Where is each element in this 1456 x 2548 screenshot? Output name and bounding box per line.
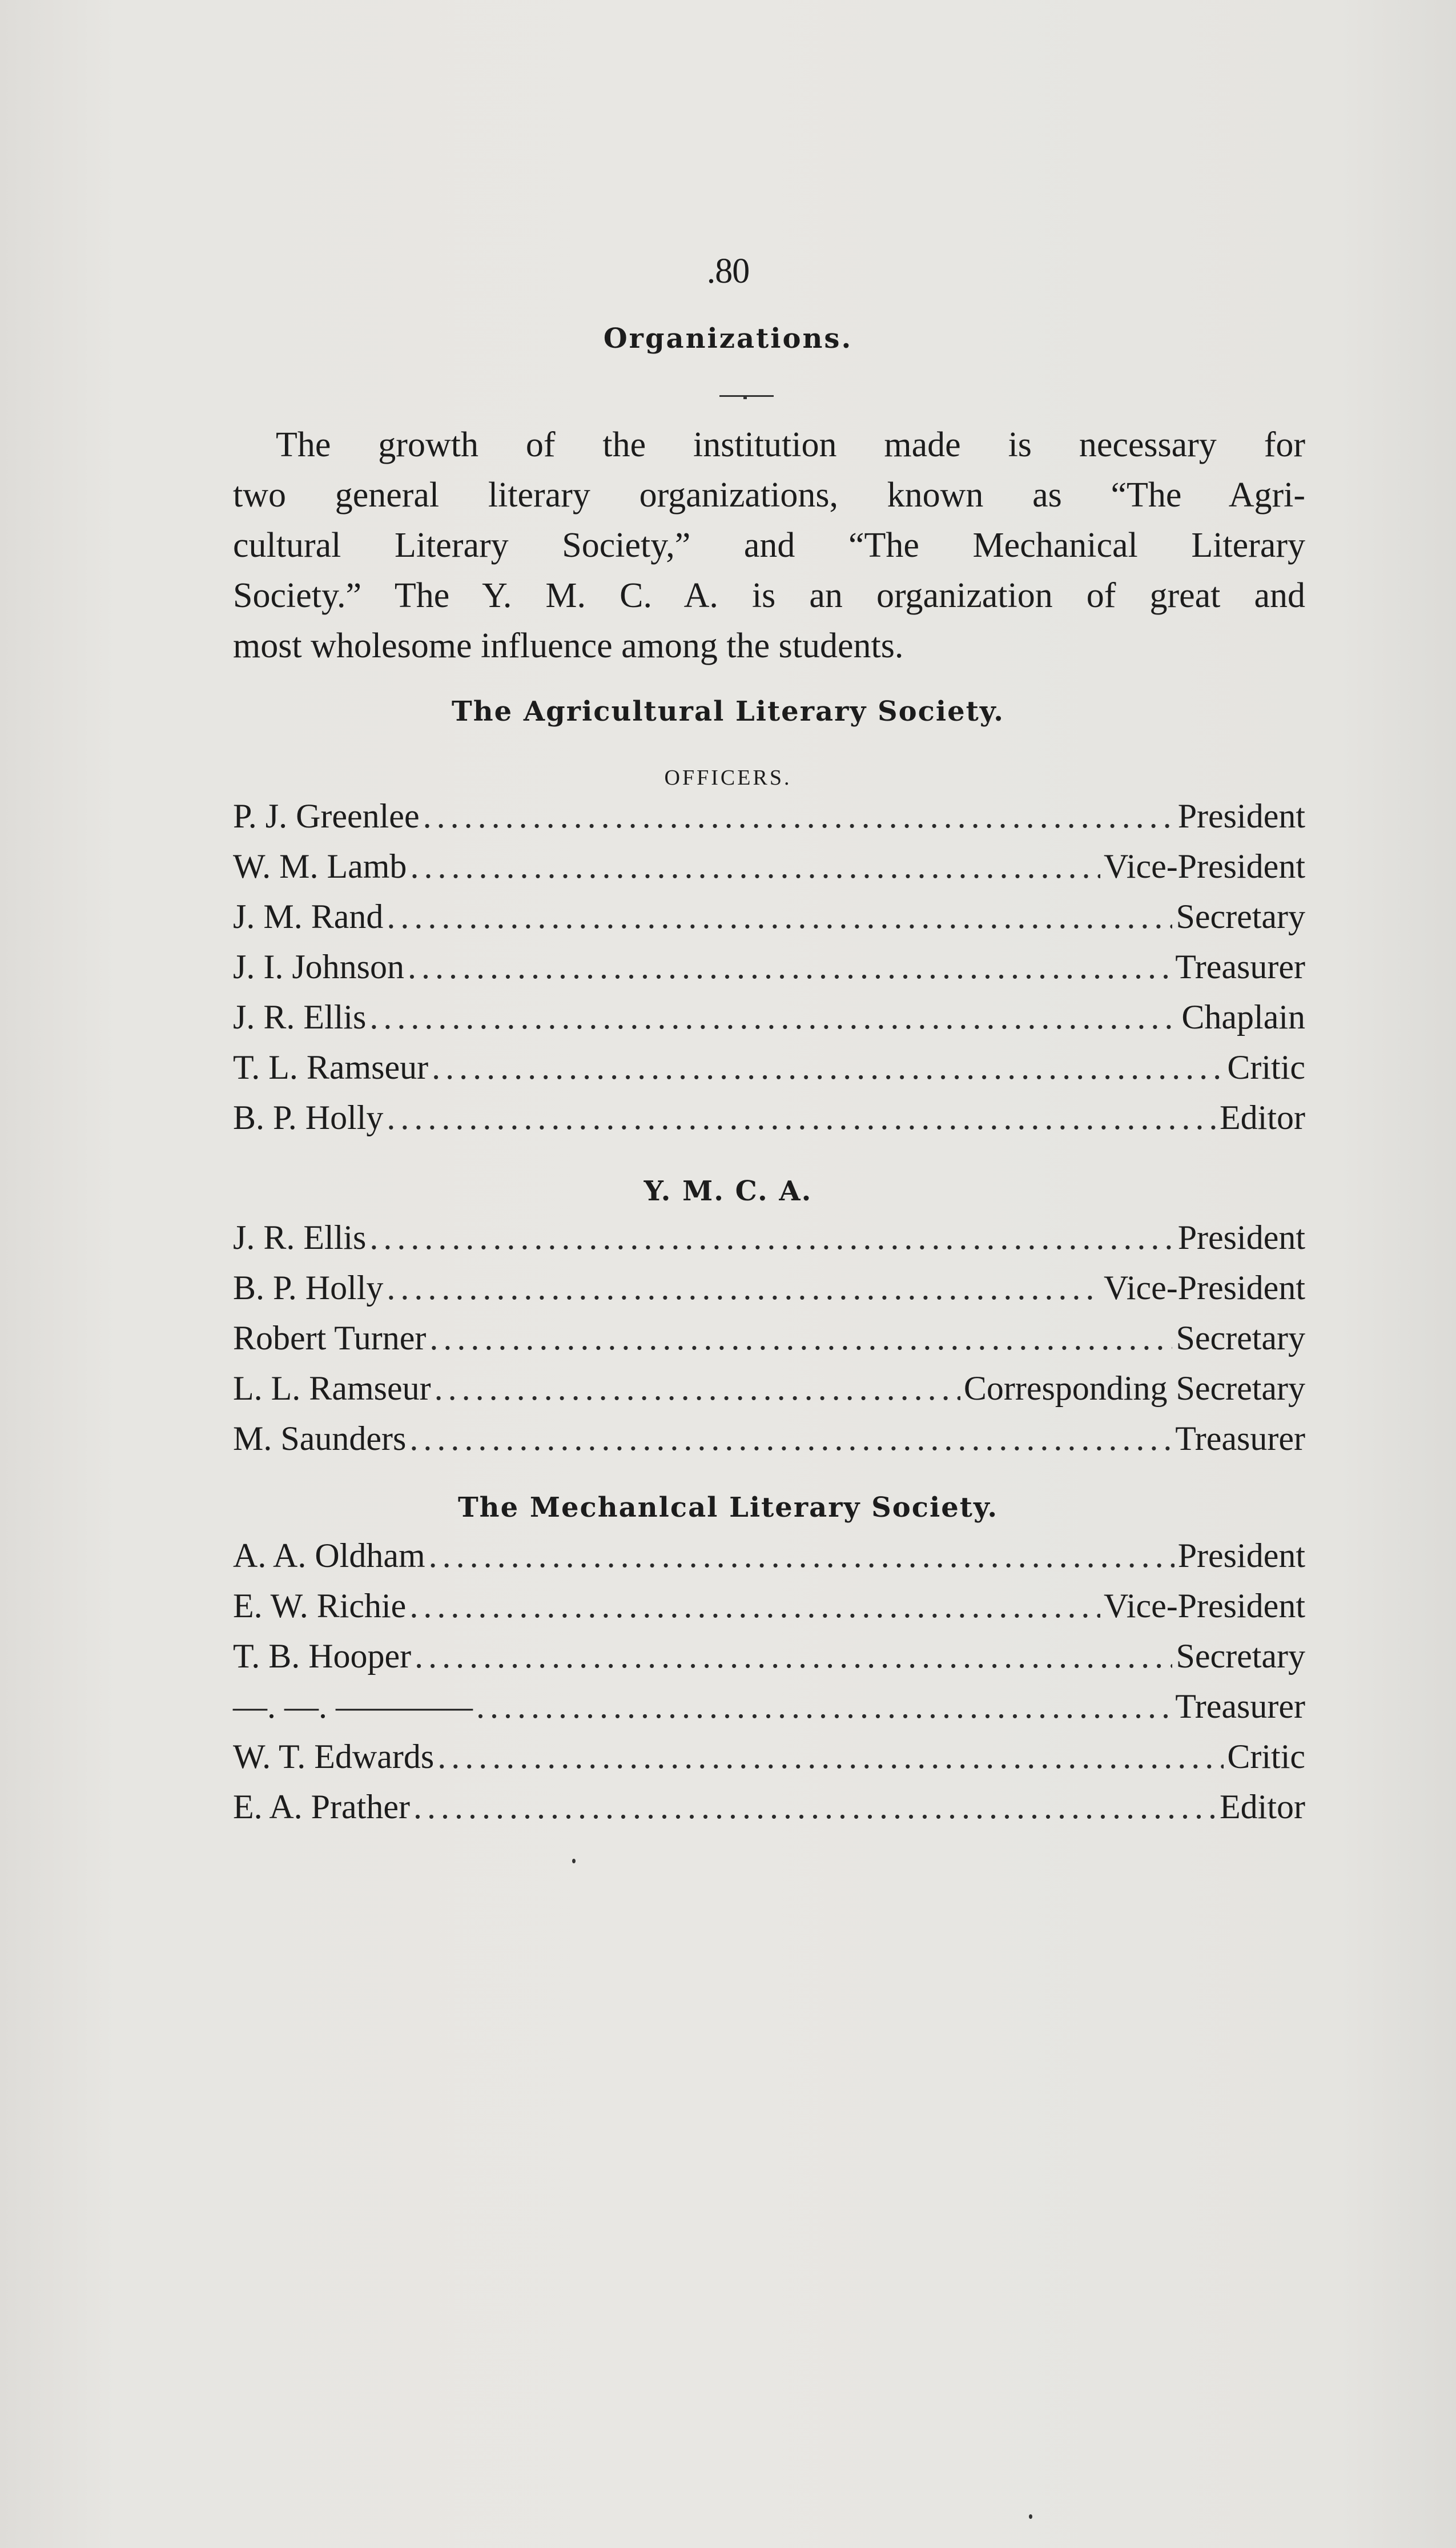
officer-name: J. R. Ellis [233,1219,367,1256]
officer-role: Corresponding Secretary [963,1369,1305,1407]
agricultural-society-heading: The Agricultural Literary Society. [452,696,1004,728]
officer-name: M. Saunders [233,1420,407,1457]
page-number: .80 [706,252,750,291]
officer-row [233,1737,1305,1783]
officer-role: Critic [1227,1048,1305,1086]
officer-name: A. A. Oldham [233,1537,425,1574]
officer-row [233,1098,1305,1144]
officer-name: W. M. Lamb [233,847,407,885]
officer-row [233,1787,1305,1833]
officer-row [233,1419,1305,1465]
officer-row [233,847,1305,893]
officer-name-blank: —. —. ———— [233,1687,473,1725]
officer-name: T. B. Hooper [233,1637,412,1675]
officer-row [233,947,1305,993]
intro-line: Society.” The Y. M. C. A. is an organization of great and [233,576,1305,615]
officer-row [233,1586,1305,1632]
officer-role: Chaplain [1181,998,1305,1036]
dot-leader [435,1369,960,1408]
officer-role: Editor [1220,1099,1305,1136]
dot-leader [423,797,1175,836]
officer-role: Treasurer [1175,948,1305,986]
officer-row [233,1687,1305,1733]
officer-role: Secretary [1176,898,1305,935]
officer-row [233,1369,1305,1414]
intro-line: two general literary organizations, known as “The Agri- [233,476,1305,515]
ymca-heading: Y. M. C. A. [643,1175,813,1207]
officer-row [233,1218,1305,1264]
officer-role: Secretary [1176,1637,1305,1675]
dot-leader [369,998,1178,1037]
officer-row [233,998,1305,1043]
dot-leader [476,1687,1172,1726]
officer-row [233,1048,1305,1094]
officer-role: President [1177,1219,1305,1256]
officer-name: E. A. Prather [233,1788,410,1826]
ink-speck [572,1859,576,1863]
officer-name: T. L. Ramseur [233,1048,429,1086]
officer-row [233,1319,1305,1364]
dot-leader [415,1637,1172,1676]
dot-leader [369,1218,1174,1257]
officer-name: J. I. Johnson [233,948,405,986]
officer-role: Vice-President [1104,1587,1305,1625]
officer-name: E. W. Richie [233,1587,407,1625]
intro-paragraph [233,420,1305,671]
officer-role: President [1177,797,1305,835]
page-title: Organizations. [603,323,853,355]
officer-row [233,1536,1305,1582]
dot-leader [409,1586,1100,1626]
officer-name: P. J. Greenlee [233,797,420,835]
officer-name: B. P. Holly [233,1099,384,1136]
intro-line: The growth of the institution made is necessary for [276,425,1305,464]
officer-row [233,897,1305,943]
officer-name: Robert Turner [233,1319,427,1357]
dot-leader [387,1098,1216,1138]
ink-speck [1029,2514,1032,2519]
officer-row [233,797,1305,842]
dot-leader [408,947,1172,987]
officer-row [233,1268,1305,1314]
dot-leader [409,1419,1172,1458]
dot-leader [410,847,1100,886]
officer-name: L. L. Ramseur [233,1369,431,1407]
dot-leader [413,1787,1216,1827]
dot-leader [437,1737,1224,1777]
officers-subheading: OFFICERS. [664,766,792,790]
dot-leader [387,897,1172,937]
dot-leader [429,1319,1172,1358]
officer-name: W. T. Edwards [233,1738,435,1775]
officer-role: Vice-President [1104,1269,1305,1307]
officer-role: President [1177,1537,1305,1574]
title-ornament-rule [719,395,774,397]
officer-name: J. R. Ellis [233,998,367,1036]
officer-role: Vice-President [1104,847,1305,885]
intro-line: most wholesome influence among the students. [233,626,904,665]
officer-role: Treasurer [1175,1687,1305,1725]
mechanical-society-heading: The Mechanlcal Literary Society. [457,1492,999,1524]
dot-leader [432,1048,1224,1087]
officer-name: B. P. Holly [233,1269,384,1307]
officer-role: Secretary [1176,1319,1305,1357]
dot-leader [429,1536,1175,1576]
intro-line: cultural Literary Society,” and “The Mechanical Literary [233,526,1305,565]
officer-row [233,1637,1305,1682]
officer-role: Treasurer [1175,1420,1305,1457]
officer-role: Editor [1220,1788,1305,1826]
dot-leader [387,1268,1100,1308]
officer-name: J. M. Rand [233,898,384,935]
officer-role: Critic [1227,1738,1305,1775]
